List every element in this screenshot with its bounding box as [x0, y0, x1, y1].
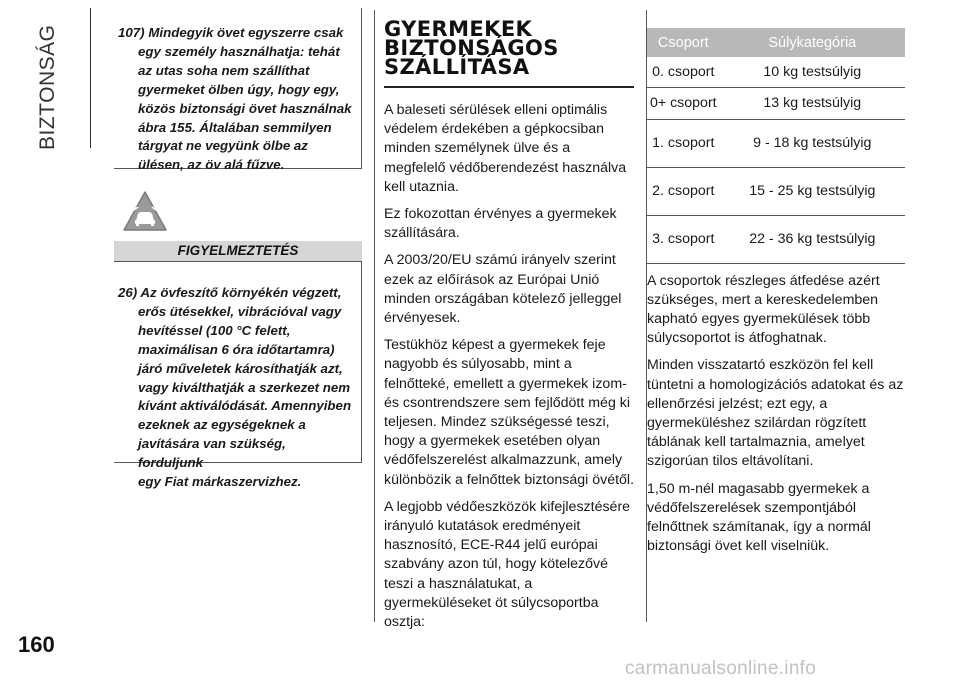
cell-weight: 13 kg testsúlyig [720, 87, 905, 119]
paragraph: Minden visszatartó eszközön fel kell tüntetni a homologizációs adatokat és az ellenőrzési jelzést; ezt egy, a gyermeküléshez szilárdan rögzített táblának kell tartalmaznia, amelyet szigorúan tilos eltávolítani. [647, 357, 904, 470]
table-header-row [647, 28, 905, 57]
side-section-title: BIZTONSÁG [36, 24, 59, 150]
main-text-column [384, 17, 635, 640]
note-107-line-7: ülésen, az öv alá fűzve. [138, 157, 285, 173]
cell-group: 1. csoport [647, 119, 720, 167]
table-row [647, 87, 905, 119]
note-26-line-2: hevítéssel (100 °C felett, [138, 322, 291, 338]
table-row [647, 167, 905, 215]
paragraph: A legjobb védőeszközök kifejlesztésére irányuló kutatások eredményeit hasznosító, ECE-R44 jelű európai szabvány azon túl, hogy kötelezővé teszi a használatukat, a gyermeküléseket öt súlycsoportba osztja: [384, 498, 631, 631]
note-26-number: 26) [118, 285, 138, 300]
note-107-number: 107) [118, 25, 145, 40]
side-rule [90, 8, 91, 148]
table-header-weight: Súlykategória [720, 28, 905, 57]
note-107-line-6: tárgyat ne vegyünk ölbe az [138, 138, 308, 154]
after-table-body [647, 272, 905, 557]
note-107-line-0: 107) Mindegyik övet egyszerre csak [118, 25, 344, 40]
table-row [647, 119, 905, 167]
note-26-line-0: 26) Az övfeszítő környékén végzett, [118, 285, 342, 300]
note-26-line-7: ezeknek az egységeknek a [138, 417, 306, 433]
cell-group: 0+ csoport [647, 87, 720, 119]
cell-weight: 15 - 25 kg testsúlyig [720, 167, 905, 215]
table-header-group: Csoport [647, 28, 720, 57]
warning-label: FIGYELMEZTETÉS [114, 241, 362, 262]
right-column [647, 28, 905, 564]
note-107-box [114, 8, 362, 173]
cell-weight: 9 - 18 kg testsúlyig [720, 119, 905, 167]
section-heading [384, 17, 634, 88]
column-divider-left [374, 10, 375, 622]
weight-group-table [647, 28, 905, 264]
table-row [647, 215, 905, 263]
note-26-line-9: egy Fiat márkaszervizhez. [138, 474, 302, 490]
paragraph: A csoportok részleges átfedése azért szükséges, mert a kereskedelemben kapható egyes gyermekülések több súlycsoportot is átfoghatnak. [647, 272, 880, 347]
car-warning-icon [122, 190, 168, 232]
note-26-line-5: vagy kiválthatják a szerkezet nem [138, 379, 351, 395]
note-26-line-4: járó műveletek károsíthatják azt, [138, 360, 343, 376]
paragraph: A 2003/20/EU számú irányelv szerint ezek az előírások az Európai Unió minden országában kötelező jelleggel érvényesek. [384, 252, 622, 327]
note-26-line-3: maximálisan 6 óra időtartamra) [138, 341, 335, 357]
cell-group: 0. csoport [647, 57, 720, 87]
note-26 [118, 284, 353, 492]
note-107 [118, 24, 353, 175]
watermark: carmanualsonline.info [625, 658, 817, 679]
cell-weight: 22 - 36 kg testsúlyig [720, 215, 905, 263]
paragraph: Ez fokozottan érvényes a gyermekek szállítására. [384, 206, 617, 242]
note-107-line-4: közös biztonsági övet használnak [138, 100, 352, 116]
table-row [647, 57, 905, 87]
note-107-line-2: az utas soha nem szállíthat [138, 62, 310, 78]
note-26-line-6: kívánt aktiválódását. Amennyiben [138, 398, 352, 414]
note-26-line-8: javítására van szükség, forduljunk [138, 436, 286, 471]
note-107-line-1: egy személy használhatja: tehát [138, 43, 340, 59]
paragraph: Testükhöz képest a gyermekek feje nagyobb és súlyosabb, mint a felnőtteké, emellett a gyermekek izom- és csontrendszere sem fejlődött még ki teljesen. Mindez szükségessé teszi, hogy a gyermekek esetében olyan védőfelszerelést alkalmazzunk, amely különbözik a felnőttek biztonsági övétől. [384, 337, 635, 488]
cell-weight: 10 kg testsúlyig [720, 57, 905, 87]
page-number: 160 [18, 632, 55, 657]
note-26-box [114, 262, 362, 490]
note-107-line-5: ábra 155. Általában semmilyen [138, 119, 332, 135]
note-26-line-1: erős ütésekkel, vibrációval vagy [138, 303, 342, 319]
paragraph: A baleseti sérülések elleni optimális védelem érdekében a gépkocsiban minden személynek ülve és a megfelelő védőberendezést használva kell utaznia. [384, 102, 627, 195]
cell-group: 3. csoport [647, 215, 720, 263]
heading-line-2: BIZTONSÁGOS [384, 36, 559, 60]
note-107-line-3: gyermeket ölben úgy, hogy egy, [138, 81, 340, 97]
cell-group: 2. csoport [647, 167, 720, 215]
paragraph: 1,50 m-nél magasabb gyermekek a védőfelszerelések szempontjából felnőttnek számítanak, így a normál biztonsági övet kell viselniük. [647, 480, 871, 555]
heading-line-3: SZÁLLÍTÁSA [384, 55, 530, 79]
heading-line-1: GYERMEKEK [384, 17, 533, 41]
section-body [384, 101, 634, 632]
